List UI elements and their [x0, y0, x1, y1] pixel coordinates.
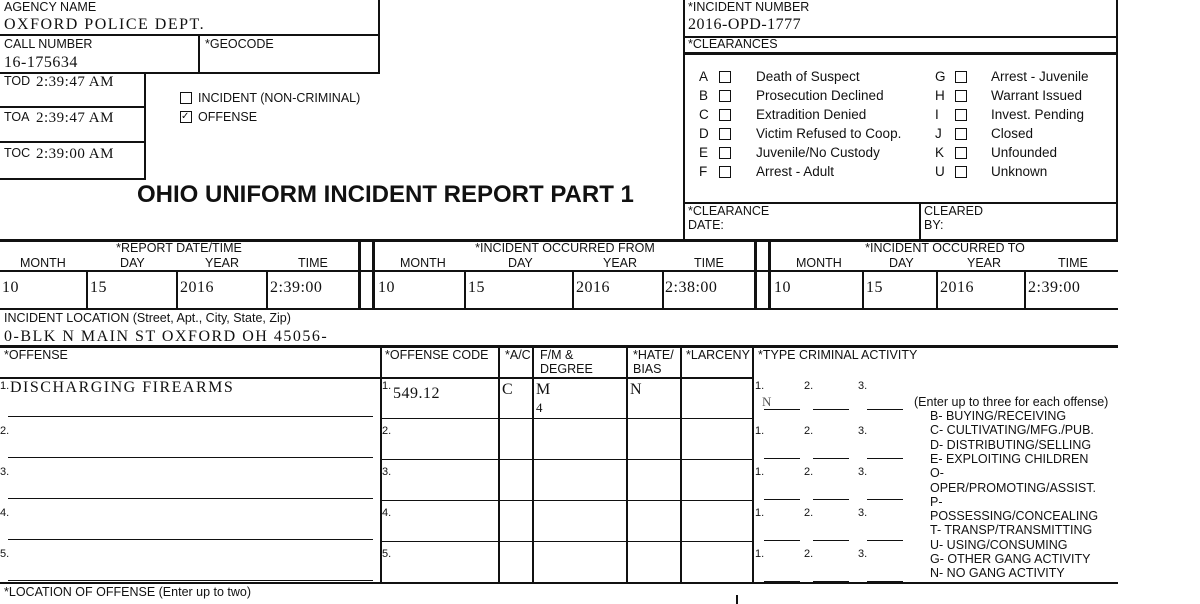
- offense-label: OFFENSE: [198, 110, 258, 124]
- activity-slot-number: 1.: [755, 548, 765, 560]
- to-day-value: 15: [866, 279, 883, 296]
- cell-rule: [498, 541, 532, 542]
- activity-blank[interactable]: [867, 458, 903, 459]
- clearance-code: B: [699, 88, 709, 103]
- report-month-header: MONTH: [20, 256, 66, 270]
- activity-slot-number: 1.: [755, 425, 765, 437]
- clearance-code: D: [699, 126, 709, 141]
- activity-slot-number: 2.: [804, 548, 814, 560]
- activity-slot-number: 1.: [755, 466, 765, 478]
- offense-underline: [8, 580, 373, 581]
- cell-rule: [380, 541, 498, 542]
- cell-rule: [626, 418, 680, 419]
- rule: [680, 345, 682, 583]
- clearance-text: Arrest - Juvenile: [991, 69, 1089, 84]
- location-of-offense-label: *LOCATION OF OFFENSE (Enter up to two): [4, 585, 252, 599]
- clearances-label: *CLEARANCES: [688, 37, 778, 51]
- occurred-to-label: *INCIDENT OCCURRED TO: [865, 241, 1025, 255]
- rule: [0, 582, 1118, 584]
- rule: [0, 270, 1118, 272]
- activity-slot-number: 3.: [858, 425, 868, 437]
- cell-rule: [532, 541, 626, 542]
- rule: [0, 141, 146, 143]
- clearance-checkbox[interactable]: [955, 147, 967, 159]
- activity-blank[interactable]: [867, 581, 903, 582]
- from-day-value: 15: [468, 279, 485, 296]
- activity-blank[interactable]: [867, 540, 903, 541]
- cell-rule: [532, 418, 626, 419]
- cell-rule: [680, 418, 752, 419]
- to-day-header: DAY: [889, 256, 914, 270]
- activity-blank[interactable]: [764, 499, 800, 500]
- activity-blank[interactable]: [764, 581, 800, 582]
- activity-slot-number: 3.: [858, 466, 868, 478]
- activity-slot-number: 2.: [804, 425, 814, 437]
- offense-underline: [8, 457, 373, 458]
- clearance-text: Prosecution Declined: [756, 88, 884, 103]
- offense-row-number: 3.: [0, 466, 10, 478]
- rule: [176, 270, 178, 309]
- offense-row-number: 4.: [0, 507, 10, 519]
- gang-code: T- TRANSP/TRANSMITTING: [930, 523, 1093, 538]
- cell-rule: [532, 459, 626, 460]
- incident-location-value: 0-BLK N MAIN ST OXFORD OH 45056-: [4, 328, 329, 345]
- report-datetime-label: *REPORT DATE/TIME: [116, 241, 242, 255]
- clearance-date-sublabel: DATE:: [688, 218, 724, 232]
- offense-underline: [8, 416, 373, 417]
- clearance-checkbox[interactable]: [719, 128, 731, 140]
- from-month-value: 10: [378, 279, 395, 296]
- clearance-checkbox[interactable]: [719, 71, 731, 83]
- to-year-value: 2016: [940, 279, 974, 296]
- clearance-text: Unfounded: [991, 145, 1058, 160]
- gang-code: P-: [930, 494, 943, 509]
- offense-code-value: 549.12: [393, 385, 440, 402]
- gang-code: G- OTHER GANG ACTIVITY: [930, 552, 1091, 566]
- offense-checkbox[interactable]: [180, 111, 192, 123]
- cell-rule: [498, 459, 532, 460]
- to-time-header: TIME: [1058, 256, 1088, 270]
- offense-row-number: 2.: [0, 425, 10, 437]
- activity-slot-number: 1.: [755, 380, 765, 392]
- cell-rule: [380, 459, 498, 460]
- activity-blank[interactable]: [764, 540, 800, 541]
- cell-rule: [626, 541, 680, 542]
- cleared-by-label: CLEARED: [924, 204, 984, 218]
- gang-code: C- CULTIVATING/MFG./PUB.: [930, 423, 1094, 438]
- gang-code: E- EXPLOITING CHILDREN: [930, 451, 1089, 466]
- activity-blank[interactable]: [813, 499, 849, 500]
- rule: [752, 345, 754, 583]
- from-month-header: MONTH: [400, 256, 446, 270]
- cell-rule: [498, 418, 532, 419]
- to-year-header: YEAR: [967, 256, 1002, 270]
- activity-blank[interactable]: [813, 409, 849, 410]
- from-day-header: DAY: [508, 256, 533, 270]
- clearance-code: H: [935, 88, 945, 103]
- gang-code: D- DISTRIBUTING/SELLING: [930, 437, 1092, 452]
- offense-underline: [8, 539, 373, 540]
- clearance-checkbox[interactable]: [719, 166, 731, 178]
- gang-code: N- NO GANG ACTIVITY: [930, 566, 1065, 581]
- clearance-checkbox[interactable]: [955, 128, 967, 140]
- clearance-date-label: *CLEARANCE: [688, 204, 770, 218]
- activity-slot-number: 3.: [858, 380, 868, 392]
- rule: [1024, 270, 1026, 309]
- hate-bias-value: N: [630, 381, 643, 398]
- cell-rule: [532, 500, 626, 501]
- activity-slot-number: 2.: [804, 466, 814, 478]
- rule: [0, 308, 1118, 310]
- rule: [0, 34, 380, 36]
- clearance-text: Juvenile/No Custody: [756, 145, 880, 160]
- clearance-text: Death of Suspect: [756, 69, 860, 84]
- tod-value: 2:39:47 AM: [36, 74, 114, 90]
- rule: [626, 345, 628, 583]
- agency-name-value: OXFORD POLICE DEPT.: [4, 16, 206, 33]
- rule: [464, 270, 466, 309]
- offense-description: DISCHARGING FIREARMS: [10, 379, 235, 396]
- activity-blank[interactable]: [813, 458, 849, 459]
- report-time-header: TIME: [298, 256, 328, 270]
- fm-degree-header: F/M &: [540, 348, 574, 362]
- rule: [198, 34, 200, 73]
- report-month-value: 10: [2, 279, 19, 296]
- activity-slot-number: 1.: [755, 507, 765, 519]
- gang-code: B- BUYING/RECEIVING: [930, 409, 1067, 423]
- rule: [532, 345, 534, 583]
- form-title: OHIO UNIFORM INCIDENT REPORT PART 1: [137, 181, 634, 208]
- rule: [0, 178, 146, 180]
- rule: [144, 72, 146, 180]
- call-number-value: 16-175634: [4, 54, 78, 71]
- cleared-by-sublabel: BY:: [924, 218, 944, 232]
- clearance-text: Warrant Issued: [991, 88, 1083, 103]
- toc-value: 2:39:00 AM: [36, 146, 114, 162]
- from-year-header: YEAR: [603, 256, 638, 270]
- offense-header: *OFFENSE: [4, 348, 68, 362]
- clearance-checkbox[interactable]: [955, 166, 967, 178]
- offense-code-header: *OFFENSE CODE: [385, 348, 489, 362]
- clearance-code: A: [699, 69, 709, 84]
- to-month-header: MONTH: [796, 256, 842, 270]
- incident-location-label: INCIDENT LOCATION (Street, Apt., City, State, Zip): [4, 311, 291, 325]
- report-year-value: 2016: [180, 279, 214, 296]
- incident-non-criminal-checkbox[interactable]: [180, 92, 192, 104]
- activity-blank[interactable]: [867, 499, 903, 500]
- call-number-label: CALL NUMBER: [4, 37, 93, 51]
- rule: [936, 270, 938, 309]
- activity-slot-number: 2.: [804, 380, 814, 392]
- report-year-header: YEAR: [205, 256, 240, 270]
- cell-rule: [498, 500, 532, 501]
- gang-code: OPER/PROMOTING/ASSIST.: [930, 480, 1096, 495]
- fm-degree-header-2: DEGREE: [540, 362, 593, 376]
- toc-label: TOC: [4, 146, 31, 160]
- cell-rule: [626, 459, 680, 460]
- incident-number-label: *INCIDENT NUMBER: [688, 0, 810, 14]
- activity-blank[interactable]: [867, 409, 903, 410]
- offense-code-row-number: 3.: [382, 466, 392, 478]
- hate-bias-header: *HATE/: [633, 348, 674, 362]
- toa-value: 2:39:47 AM: [36, 110, 114, 126]
- clearance-checkbox[interactable]: [955, 90, 967, 102]
- toa-label: TOA: [4, 110, 30, 124]
- check-icon: ✓: [181, 111, 190, 122]
- clearance-checkbox[interactable]: [719, 147, 731, 159]
- rule: [378, 0, 380, 73]
- rule: [662, 270, 664, 309]
- rule: [498, 345, 500, 583]
- agency-name-label: AGENCY NAME: [4, 0, 97, 14]
- clearance-code: G: [935, 69, 946, 84]
- activity-blank[interactable]: [813, 540, 849, 541]
- activity-blank[interactable]: [764, 458, 800, 459]
- clearance-code: F: [699, 164, 708, 179]
- rule: [266, 270, 268, 309]
- rule: [358, 239, 361, 309]
- gang-code: U- USING/CONSUMING: [930, 537, 1068, 552]
- clearance-code: K: [935, 145, 945, 160]
- rule: [919, 202, 921, 241]
- clearance-code: U: [935, 164, 945, 179]
- clearance-text: Closed: [991, 126, 1034, 141]
- report-day-value: 15: [90, 279, 107, 296]
- geocode-label: *GEOCODE: [205, 37, 274, 51]
- activity-slot-number: 3.: [858, 548, 868, 560]
- clearance-checkbox[interactable]: [955, 71, 967, 83]
- rule: [862, 270, 864, 309]
- rule: [683, 52, 1118, 55]
- clearance-checkbox[interactable]: [719, 90, 731, 102]
- clearance-code: E: [699, 145, 709, 160]
- clearance-text: Extradition Denied: [756, 107, 867, 122]
- offense-row-number: 5.: [0, 548, 10, 560]
- incident-number-value: 2016-OPD-1777: [688, 16, 802, 33]
- larceny-header: *LARCENY: [686, 348, 750, 362]
- clearance-code: I: [935, 107, 939, 122]
- offense-code-row-number: 5.: [382, 548, 392, 560]
- degree-value: 4: [536, 400, 543, 415]
- from-time-header: TIME: [694, 256, 724, 270]
- cell-rule: [380, 500, 498, 501]
- criminal-activity-header: *TYPE CRIMINAL ACTIVITY: [758, 348, 918, 362]
- incident-non-criminal-label: INCIDENT (NON-CRIMINAL): [198, 91, 361, 105]
- activity-value: N: [762, 394, 772, 409]
- clearance-text: Victim Refused to Coop.: [756, 126, 902, 141]
- offense-underline: [8, 498, 373, 499]
- clearance-checkbox[interactable]: [719, 109, 731, 121]
- clearance-text: Arrest - Adult: [756, 164, 835, 179]
- gang-code: O-: [930, 466, 944, 481]
- clearance-text: Unknown: [991, 164, 1048, 179]
- occurred-from-label: *INCIDENT OCCURRED FROM: [475, 241, 655, 255]
- cell-rule: [680, 500, 752, 501]
- to-month-value: 10: [774, 279, 791, 296]
- cell-rule: [680, 541, 752, 542]
- clearance-code: C: [699, 107, 709, 122]
- cell-rule: [380, 418, 498, 419]
- from-time-value: 2:38:00: [665, 279, 718, 296]
- offense-row-number: 1.: [0, 380, 10, 392]
- activity-slot-number: 2.: [804, 507, 814, 519]
- offense-code-row-number: 2.: [382, 425, 392, 437]
- offense-code-row-number: 1.: [382, 380, 392, 392]
- report-time-value: 2:39:00: [270, 279, 323, 296]
- ac-value: C: [502, 381, 514, 398]
- clearance-text: Invest. Pending: [991, 107, 1085, 122]
- hate-bias-header-2: BIAS: [633, 362, 662, 376]
- cell-rule: [626, 500, 680, 501]
- from-year-value: 2016: [576, 279, 610, 296]
- rule: [0, 106, 146, 108]
- cell-rule: [680, 459, 752, 460]
- clearance-code: J: [935, 126, 942, 141]
- gang-code: POSSESSING/CONCEALING: [930, 509, 1099, 524]
- to-time-value: 2:39:00: [1028, 279, 1081, 296]
- ac-header: *A/C: [505, 348, 531, 362]
- rule: [572, 270, 574, 309]
- rule: [86, 270, 88, 309]
- clearance-checkbox[interactable]: [955, 109, 967, 121]
- activity-blank[interactable]: [813, 581, 849, 582]
- report-day-header: DAY: [120, 256, 145, 270]
- gang-instruction: (Enter up to three for each offense): [914, 395, 1109, 409]
- rule: [736, 595, 738, 604]
- tod-label: TOD: [4, 74, 31, 88]
- offense-code-row-number: 4.: [382, 507, 392, 519]
- fm-value: M: [536, 381, 551, 398]
- activity-slot-number: 3.: [858, 507, 868, 519]
